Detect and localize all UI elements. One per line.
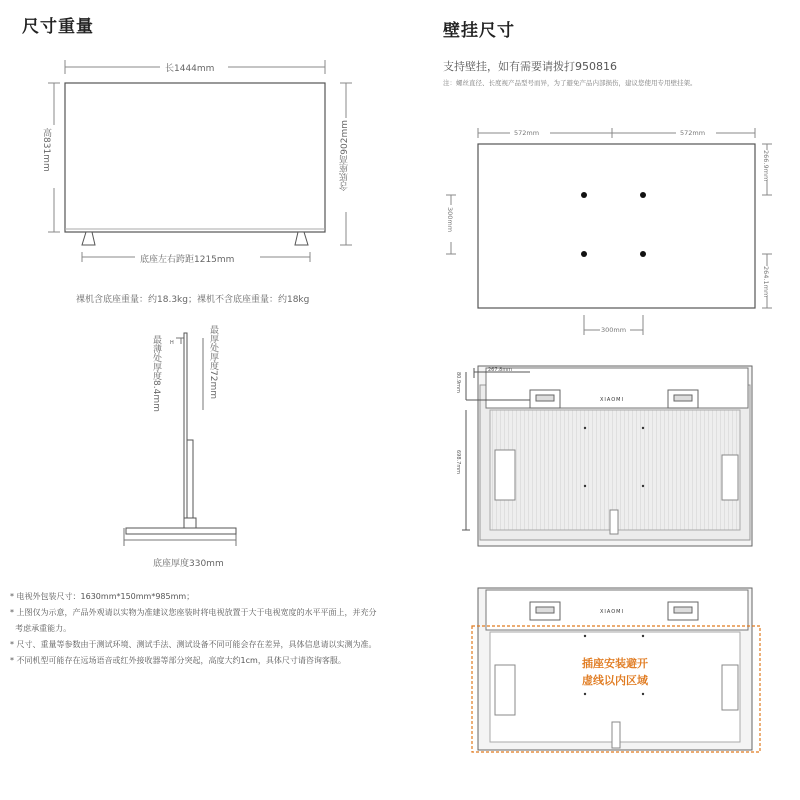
mount-hole-vertical: 300mm <box>446 207 454 233</box>
width-label: 长1444mm <box>165 64 215 74</box>
footnote: * 尺寸、重量等参数由于测试环境、测试手法、测试设备不同可能会存在差异，具体信息请以实测为准。 <box>10 640 377 649</box>
height-with-stand-label: 含底座高902mm <box>340 120 350 191</box>
footnote: * 上图仅为示意，产品外观请以实物为准建议您座装时将电视放置于大于电视宽度的水平平面上，并充分 <box>10 608 377 617</box>
back-dim-267: 267.8mm <box>488 367 513 373</box>
mount-hole-horizontal: 300mm <box>601 326 627 334</box>
socket-warning-line-2: 虚线以内区域 <box>582 674 648 687</box>
base-depth-label: 底座厚度330mm <box>153 559 224 569</box>
wall-mount-title: 壁挂尺寸 <box>443 21 515 41</box>
brand-logo-1: XIAOMI <box>600 397 624 403</box>
mount-left-width: 572mm <box>514 129 540 137</box>
back-dim-698: 698.7mm <box>455 450 461 475</box>
footnotes <box>10 589 377 669</box>
mount-bottom-offset: 264.1mm <box>762 266 770 298</box>
wall-mount-panel <box>478 144 755 308</box>
height-label: 高831mm <box>41 128 51 172</box>
footnote: 考虑承重能力。 <box>10 624 72 633</box>
stand-foot-left <box>82 232 95 245</box>
mount-right-width: 572mm <box>680 129 706 137</box>
size-weight-title: 尺寸重量 <box>22 17 94 37</box>
weight-text: 裸机含底座重量：约18.3kg；裸机不含底座重量：约18kg <box>76 295 310 305</box>
thickness-thick-label: 最厚处厚度72mm <box>208 325 218 399</box>
mount-hole <box>581 192 587 198</box>
mount-hole <box>640 192 646 198</box>
brand-logo-2: XIAOMI <box>600 609 624 615</box>
footnote: * 电视外包装尺寸：1630mm*150mm*985mm； <box>10 592 195 601</box>
socket-warning-line-1: 插座安装避开 <box>582 657 648 670</box>
side-h-label: H <box>170 340 174 346</box>
socket-warning-text <box>560 655 670 689</box>
mount-top-offset: 266.9mm <box>762 150 770 182</box>
mount-hole <box>640 251 646 257</box>
tv-back-view-1 <box>478 366 752 546</box>
tv-front-outline <box>65 83 325 232</box>
stand-span-label: 底座左右跨距1215mm <box>140 255 235 265</box>
back-dim-80: 80.9mm <box>455 372 461 393</box>
wall-mount-note: 注：螺丝直径、长度视产品型号而异，为了避免产品内部损伤，建议您使用专用壁挂架。 <box>443 79 697 87</box>
footnote: * 不同机型可能存在远场语音或红外接收器等部分突起，高度大约1cm，具体尺寸请咨询客服。 <box>10 656 346 665</box>
thickness-thin-label: 最薄处厚度8.4mm <box>151 335 161 412</box>
stand-base-side <box>126 528 236 534</box>
wall-mount-subtitle: 支持壁挂，如有需要请拨打950816 <box>443 60 617 73</box>
stand-foot-right <box>295 232 308 245</box>
mount-hole <box>581 251 587 257</box>
